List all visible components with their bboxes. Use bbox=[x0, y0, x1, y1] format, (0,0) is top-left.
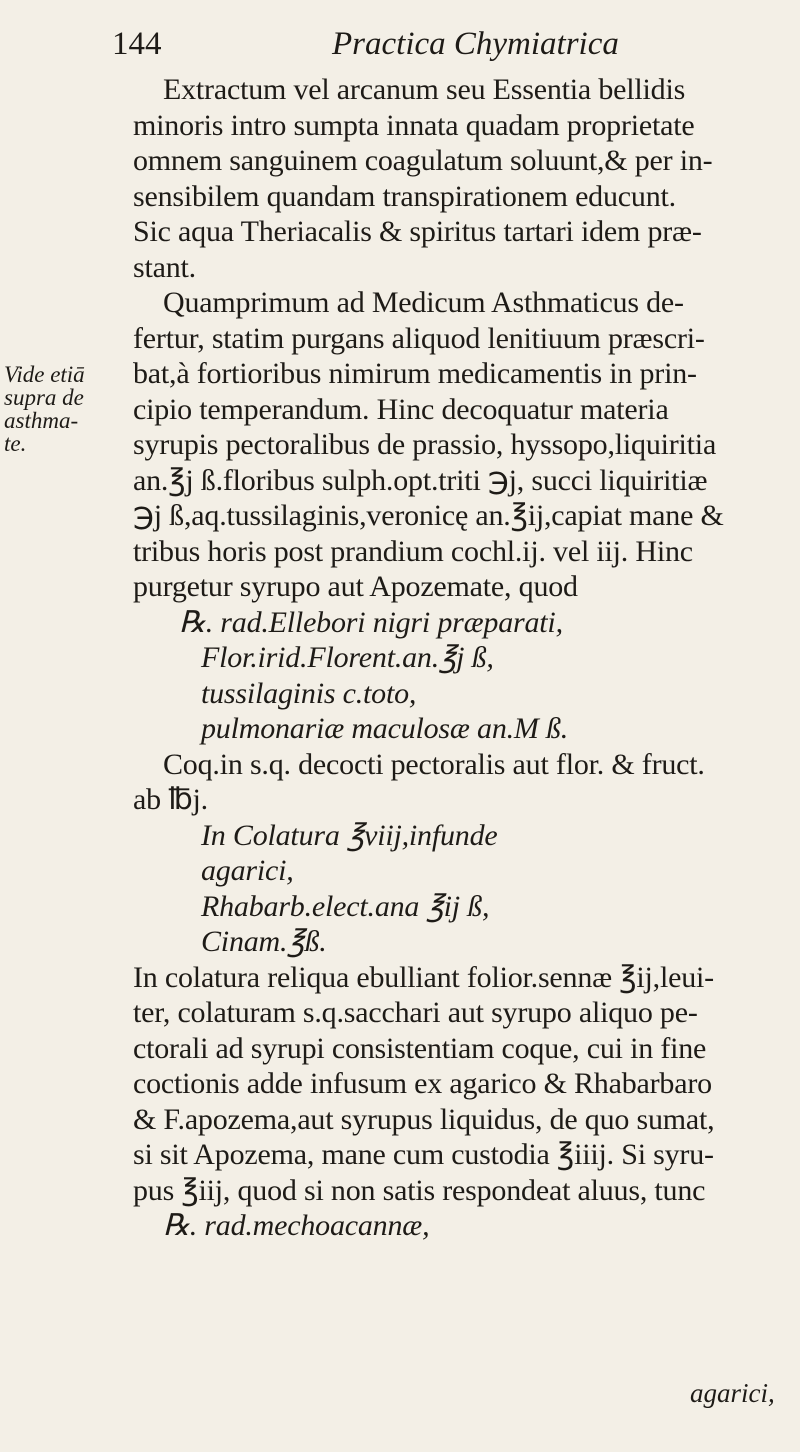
text-line: tribus horis post prandium cochl.ij. vel iij. Hinc bbox=[133, 534, 693, 568]
recipe-line: Cinam.℥ß. bbox=[201, 925, 327, 958]
text-line: Coq.in s.q. decocti pectoralis aut flor. & fruct. bbox=[163, 747, 705, 781]
text-line: syrupis pectoralibus de prassio, hyssopo,liquiritia bbox=[133, 428, 717, 461]
recipe-line: ℞. rad.mechoacannæ, bbox=[163, 1209, 430, 1242]
text-line: ab ℔j. bbox=[133, 783, 208, 816]
text-line: Quamprimum ad Medicum Asthmaticus de- bbox=[163, 286, 684, 319]
text-line: purgetur syrupo aut Apozemate, quod bbox=[133, 570, 578, 603]
body-text bbox=[133, 72, 773, 1244]
text-line: Extractum vel arcanum seu Essentia bellidis bbox=[163, 73, 686, 106]
text-line: minoris intro sumpta innata quadam proprietate bbox=[133, 108, 695, 142]
text-line: stant. bbox=[133, 250, 196, 284]
recipe-line: Rhabarb.elect.ana ℥ij ß, bbox=[201, 889, 490, 923]
text-line: pus ℥iij, quod si non satis respondeat aluus, tunc bbox=[133, 1173, 706, 1207]
text-line: ℈j ß,aq.tussilaginis,veronicę an.℥ij,capiat mane & bbox=[133, 499, 724, 532]
text-line: Sic aqua Theriacalis & spiritus tartari idem præ- bbox=[133, 215, 702, 248]
text-line: In colatura reliqua ebulliant folior.sennæ ℥ij,leui- bbox=[133, 960, 714, 994]
page-number: 144 bbox=[112, 26, 162, 62]
margin-note-line: Vide etiā bbox=[4, 362, 85, 387]
text-line: omnem sanguinem coagulatum soluunt,& per in- bbox=[133, 144, 713, 177]
catchword: agarici, bbox=[690, 1378, 775, 1408]
text-line: fertur, statim purgans aliquod lenitiuum præscri- bbox=[133, 321, 705, 355]
margin-note-line: asthma- bbox=[4, 408, 79, 433]
text-line: sensibilem quandam transpirationem educunt. bbox=[133, 179, 676, 213]
recipe-line: ℞. rad.Ellebori nigri præparati, bbox=[179, 605, 563, 639]
text-line: cipio temperandum. Hinc decoquatur materia bbox=[133, 392, 669, 426]
recipe-line: tussilaginis c.toto, bbox=[201, 676, 417, 710]
margin-note-line: te. bbox=[4, 431, 27, 456]
text-line: an.℥j ß.floribus sulph.opt.triti ℈j, succi liquiritiæ bbox=[133, 463, 708, 497]
running-title: Practica Chymiatrica bbox=[332, 26, 619, 62]
text-line: ctorali ad syrupi consistentiam coque, cui in fine bbox=[133, 1031, 707, 1065]
text-line: bat,à fortioribus nimirum medicamentis in prin- bbox=[133, 357, 697, 390]
recipe-line: Flor.irid.Florent.an.℥j ß, bbox=[201, 641, 494, 674]
margin-note-line: supra de bbox=[4, 385, 84, 410]
recipe-line: In Colatura ℥viij,infunde bbox=[201, 818, 498, 852]
page-header bbox=[110, 22, 690, 72]
recipe-line: agarici, bbox=[201, 854, 294, 887]
text-line: coctionis adde infusum ex agarico & Rhabarbaro bbox=[133, 1067, 712, 1100]
text-line: ter, colaturam s.q.sacchari aut syrupo aliquo pe- bbox=[133, 996, 698, 1029]
margin-note bbox=[4, 362, 85, 456]
recipe-line: pulmonariæ maculosæ an.M ß. bbox=[201, 712, 569, 745]
text-line: & F.apozema,aut syrupus liquidus, de quo sumat, bbox=[133, 1102, 715, 1136]
text-line: si sit Apozema, mane cum custodia ℥iiij. Si syru- bbox=[133, 1138, 714, 1171]
